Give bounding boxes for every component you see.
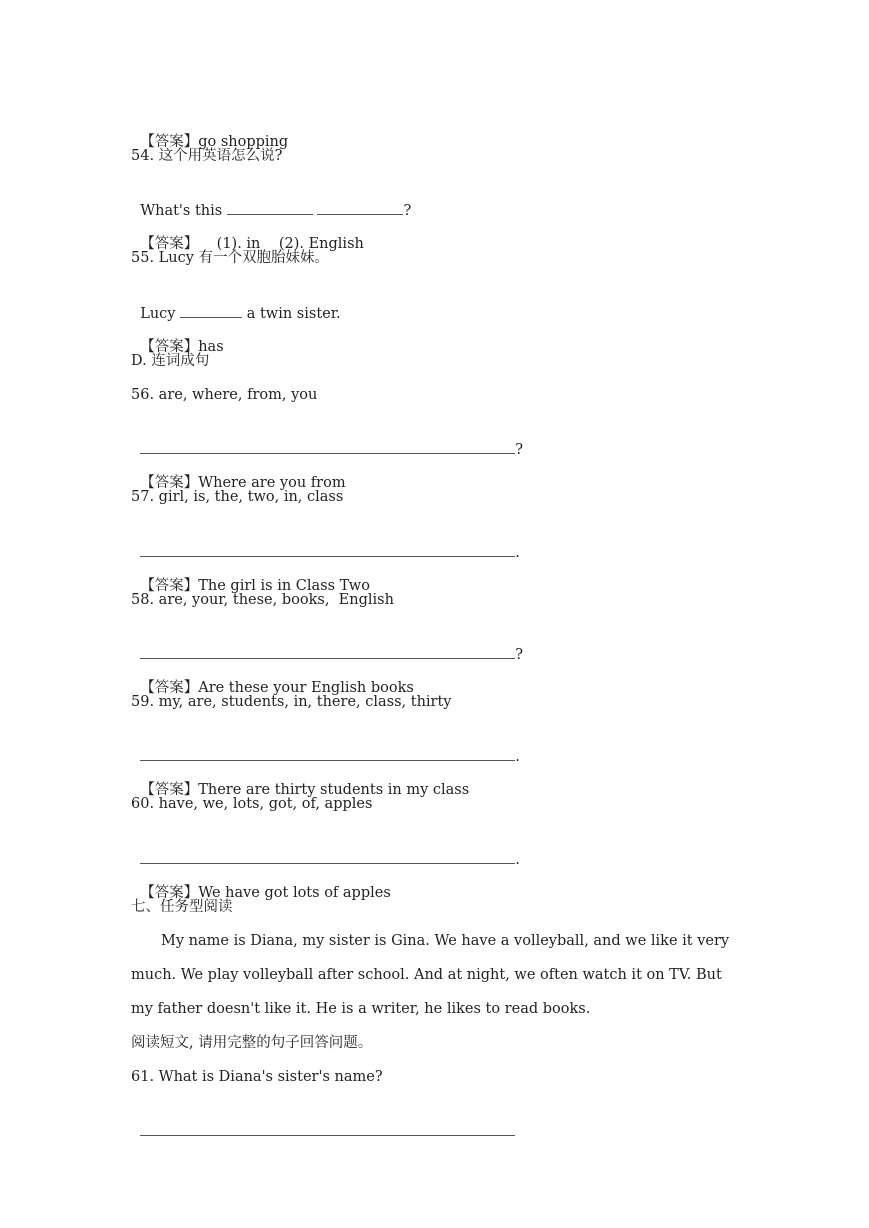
question-54: 54. 这个用英语怎么说?	[131, 148, 283, 164]
answer-part-2: (2). English	[278, 236, 364, 252]
question-61: 61. What is Diana's sister's name?	[131, 1069, 383, 1085]
answer-blank[interactable]	[140, 542, 515, 557]
question-60: 60. have, we, lots, got, of, apples	[131, 796, 373, 812]
section-d-heading: D. 连词成句	[131, 353, 210, 369]
answer-tag: 【答案】	[140, 236, 199, 252]
answer-blank[interactable]	[140, 644, 515, 659]
line-end: .	[515, 545, 520, 561]
answer-tag: 【答案】	[140, 885, 199, 901]
answer-tag: 【答案】	[140, 475, 199, 491]
answer-tag: 【答案】	[140, 134, 199, 150]
reading-instruction: 阅读短文, 请用完整的句子回答问题。	[131, 1035, 373, 1051]
question-57: 57. girl, is, the, two, in, class	[131, 489, 344, 505]
answer-blank[interactable]	[140, 1121, 515, 1136]
answer-blank[interactable]	[180, 303, 242, 318]
answer-tag: 【答案】	[140, 782, 199, 798]
answer-text: go shopping	[198, 134, 289, 150]
question-prefix: What's this	[140, 203, 223, 219]
answer-tag: 【答案】	[140, 578, 199, 594]
answer-text: The girl is in Class Two	[198, 578, 370, 594]
answer-blank[interactable]	[317, 200, 403, 215]
answer-text: Where are you from	[198, 475, 346, 491]
answer-text: We have got lots of apples	[198, 885, 391, 901]
answer-text: Are these your English books	[198, 680, 414, 696]
question-56: 56. are, where, from, you	[131, 387, 318, 403]
answer-blank[interactable]	[227, 200, 313, 215]
question-58: 58. are, your, these, books, English	[131, 592, 394, 608]
reading-passage	[131, 924, 741, 1026]
answer-blank[interactable]	[140, 439, 515, 454]
line-end: ?	[515, 647, 523, 663]
answer-text: has	[198, 339, 224, 355]
answer-tag: 【答案】	[140, 680, 199, 696]
answer-tag: 【答案】	[140, 339, 199, 355]
line-end: .	[515, 749, 520, 765]
answer-blank[interactable]	[140, 849, 515, 864]
section-7-heading: 七、任务型阅读	[131, 899, 233, 915]
question-prefix: Lucy	[140, 306, 176, 322]
answer-blank[interactable]	[140, 746, 515, 761]
question-59: 59. my, are, students, in, there, class, thirty	[131, 694, 452, 710]
answer-text: There are thirty students in my class	[198, 782, 470, 798]
question-55: 55. Lucy 有一个双胞胎妹妹。	[131, 250, 330, 266]
line-end: .	[515, 852, 520, 868]
passage-text: My name is Diana, my sister is Gina. We have a volleyball, and we like it very much. We play volleyball after school. And at night, we often watch it on TV. But my father doesn't like it. He is a writer, he likes to read books.	[131, 933, 730, 1017]
question-suffix: a twin sister.	[246, 306, 341, 322]
answer-part-1: (1). in	[216, 236, 261, 252]
line-end: ?	[515, 442, 523, 458]
answer-line-61	[131, 1101, 515, 1142]
question-suffix: ?	[403, 203, 412, 219]
